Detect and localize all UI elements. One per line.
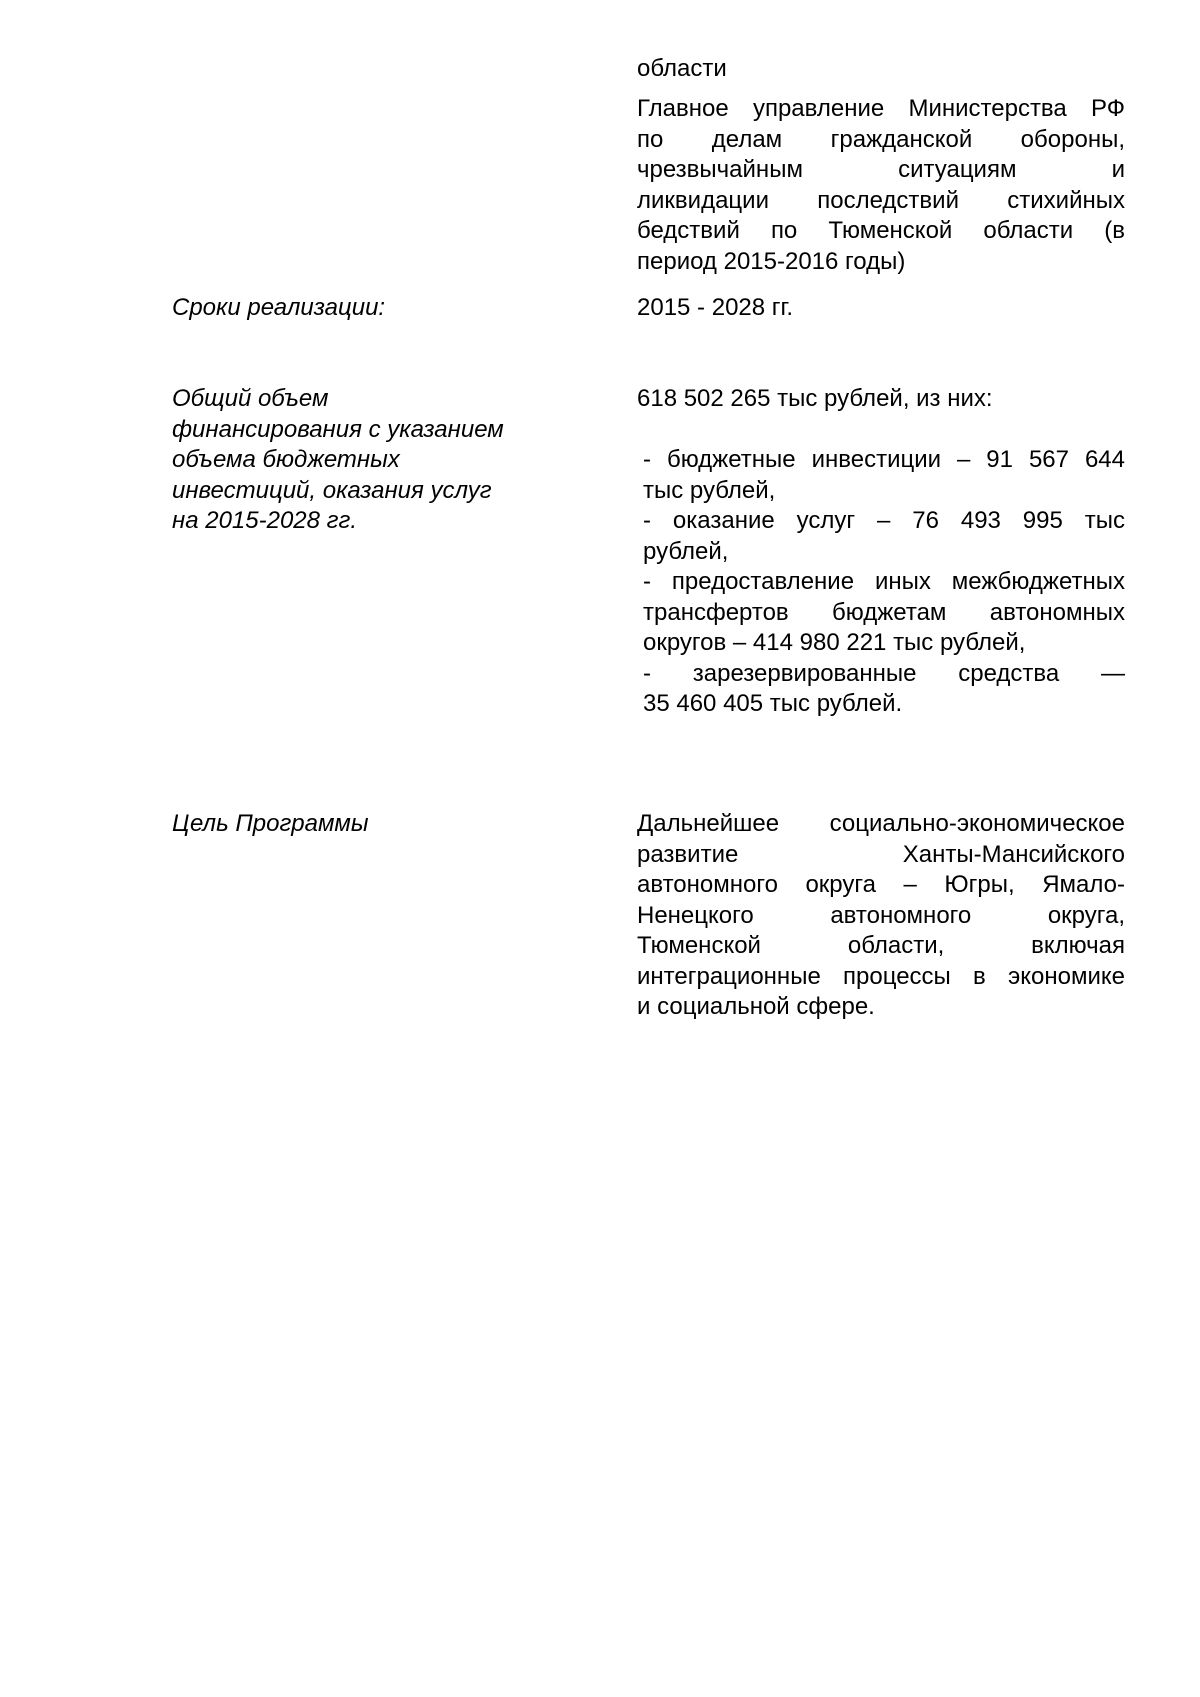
list-item: - предоставление иных межбюджетных: [643, 568, 1125, 595]
executor-continuation: [637, 54, 1125, 85]
value-funding-total: [637, 384, 1125, 415]
value-timeframe: [637, 293, 1125, 324]
text-line: и социальной сфере.: [637, 993, 875, 1020]
label-goal: [172, 809, 552, 840]
label-text: Сроки реализации:: [172, 294, 386, 321]
text-line: интеграционные процессы в экономике: [637, 962, 1125, 990]
text-line: Тюменской области, включая: [637, 932, 1125, 959]
text-line: Главное управление Министерства РФ: [637, 95, 1125, 122]
list-item: тыс рублей,: [643, 476, 776, 504]
list-item: округов – 414 980 221 тыс рублей,: [643, 629, 1026, 656]
list-item: - оказание услуг – 76 493 995 тыс: [643, 507, 1125, 534]
funding-breakdown-list: [643, 445, 1125, 720]
text-line: ликвидации последствий стихийных: [637, 186, 1125, 214]
label-line: Общий объем: [172, 385, 329, 412]
list-item: - бюджетные инвестиции – 91 567 644: [643, 446, 1125, 473]
label-timeframe: [172, 293, 552, 324]
label-line: финансирования с указанием: [172, 415, 504, 443]
text-line: по делам гражданской обороны,: [637, 125, 1125, 153]
list-item: трансфертов бюджетам автономных: [643, 598, 1125, 626]
text-line: период 2015-2016 годы): [637, 247, 906, 275]
label-line: на 2015-2028 гг.: [172, 507, 358, 534]
list-item: 35 460 405 тыс рублей.: [643, 690, 903, 717]
list-item: рублей,: [643, 537, 729, 565]
text-line: Дальнейшее социально-экономическое: [637, 810, 1125, 837]
text-line: бедствий по Тюменской области (в: [637, 217, 1125, 244]
text-line: развитие Ханты-Мансийского: [637, 840, 1125, 868]
list-item: - зарезервированные средства —: [643, 659, 1125, 687]
text-line: 618 502 265 тыс рублей, из них:: [637, 385, 993, 412]
text-line: чрезвычайным ситуациям и: [637, 156, 1125, 183]
label-line: объема бюджетных: [172, 446, 400, 473]
label-text: Цель Программы: [172, 810, 369, 837]
executor-mchs: [637, 94, 1125, 277]
text-line: области: [637, 55, 727, 82]
text-line: 2015 - 2028 гг.: [637, 294, 794, 321]
text-line: Ненецкого автономного округа,: [637, 901, 1125, 929]
label-funding: [172, 384, 552, 537]
text-line: автономного округа – Югры, Ямало-: [637, 871, 1125, 898]
value-goal: [637, 809, 1125, 1023]
label-line: инвестиций, оказания услуг: [172, 476, 492, 504]
